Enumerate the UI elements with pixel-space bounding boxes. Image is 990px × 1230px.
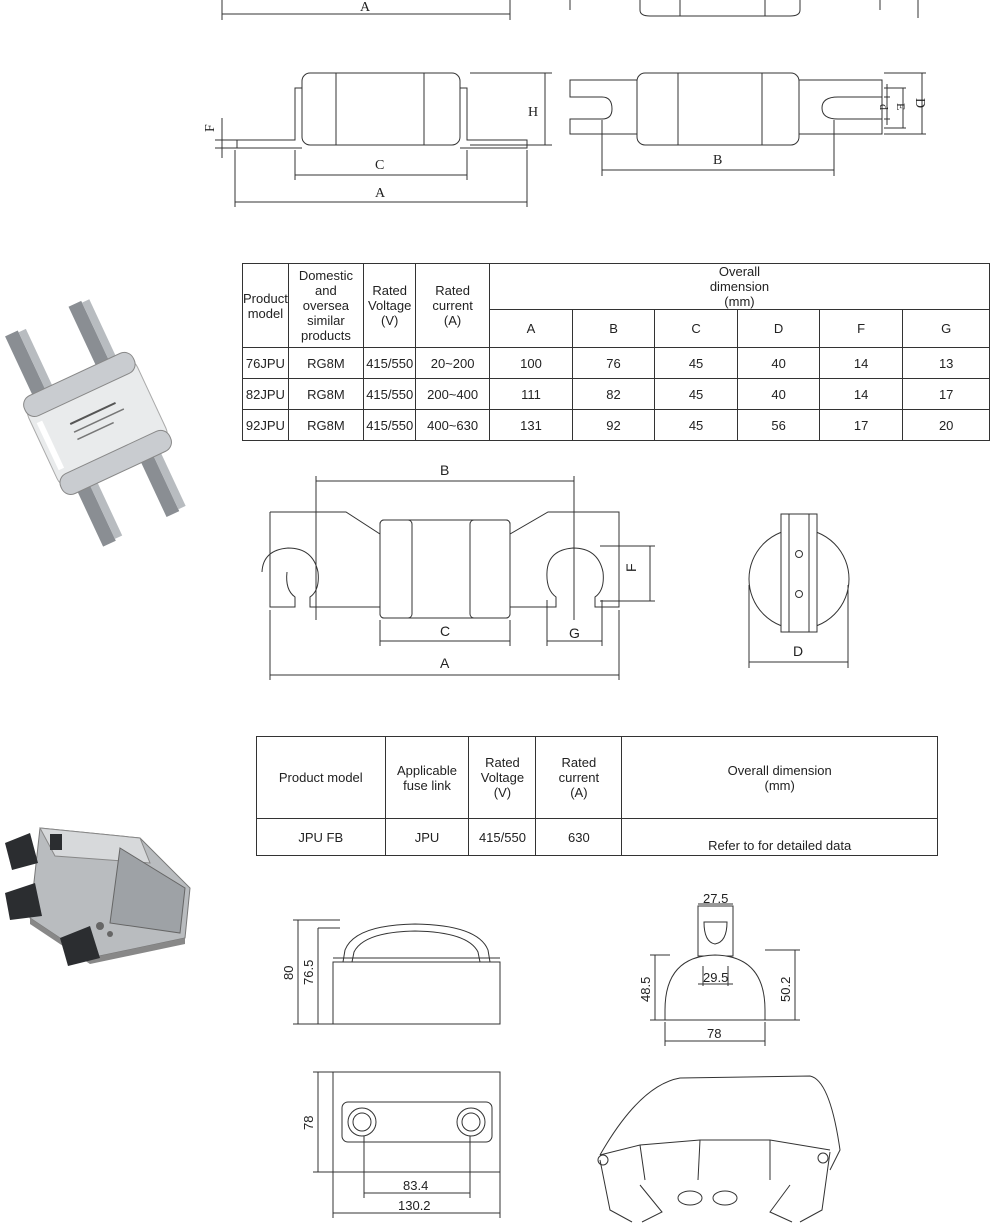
dim-label-d: D: [912, 98, 927, 109]
cell-current: 20~200: [416, 348, 489, 379]
dim-label-50-2: 50.2: [778, 976, 793, 1002]
dim-label-a: A: [375, 186, 386, 201]
cell-similar: RG8M: [288, 410, 363, 441]
cell-voltage: 415/550: [364, 379, 416, 410]
cell-voltage: 415/550: [364, 410, 416, 441]
cell-dim: 45: [654, 379, 737, 410]
dim-label-78-top: 78: [301, 1115, 316, 1130]
cell-dim: 82: [573, 379, 655, 410]
table-row: [243, 348, 990, 379]
dim-label-83-4: 83.4: [403, 1178, 429, 1193]
dim-label-h: H: [528, 105, 539, 120]
cell-dim: 14: [819, 379, 902, 410]
dim-label-29-5: 29.5: [703, 970, 729, 985]
cell-note: Refer to for detailed data: [622, 819, 938, 856]
table-row: [243, 410, 990, 441]
dim-col-c: C: [654, 310, 737, 348]
dim-label-c: C: [440, 623, 451, 639]
cell-current: 630: [536, 819, 622, 856]
dim-label-76-5: 76.5: [301, 959, 316, 985]
cell-model: 82JPU: [243, 379, 289, 410]
table-row: [243, 379, 990, 410]
cell-current: 400~630: [416, 410, 489, 441]
dim-label-27-5: 27.5: [703, 891, 729, 906]
cell-similar: RG8M: [288, 348, 363, 379]
dim-label-b: B: [440, 462, 450, 478]
dim-label-a-top: A: [360, 0, 371, 15]
dim-label-d-small: d: [877, 104, 891, 110]
header-overall-dimension: Overall dimension (mm): [489, 264, 989, 310]
dim-col-a: A: [489, 310, 572, 348]
fuse-link-photo: [0, 298, 195, 538]
cell-dim: 56: [738, 410, 820, 441]
cell-dim: 14: [819, 348, 902, 379]
cell-dim: 40: [738, 379, 820, 410]
cell-dim: 111: [489, 379, 572, 410]
cell-similar: RG8M: [288, 379, 363, 410]
dim-label-80: 80: [281, 965, 296, 980]
dim-label-c: C: [375, 158, 385, 173]
dim-col-d: D: [738, 310, 820, 348]
fuse-base-spec-table: [256, 736, 938, 856]
cell-current: 200~400: [416, 379, 489, 410]
dim-label-d: D: [793, 643, 804, 659]
cell-dim: 45: [654, 410, 737, 441]
cell-dim: 76: [573, 348, 655, 379]
header-product-model: Product model: [243, 264, 289, 348]
cell-model: 92JPU: [243, 410, 289, 441]
cell-fuse: JPU: [385, 819, 469, 856]
header-rated-voltage: Rated Voltage (V): [469, 737, 536, 819]
cell-voltage: 415/550: [469, 819, 536, 856]
header-rated-current: Rated current (A): [416, 264, 489, 348]
cell-dim: 100: [489, 348, 572, 379]
fuse-link-spec-table: [242, 263, 990, 441]
table-row: [257, 819, 938, 856]
dim-label-f: F: [623, 563, 639, 572]
cell-dim: 20: [903, 410, 990, 441]
cell-voltage: 415/550: [364, 348, 416, 379]
dim-label-a: A: [440, 655, 450, 671]
dim-label-f: F: [203, 124, 218, 132]
dim-label-48-5: 48.5: [638, 976, 653, 1002]
dim-label-130-2: 130.2: [398, 1198, 431, 1213]
dim-label-g: G: [569, 625, 580, 641]
cell-model: 76JPU: [243, 348, 289, 379]
cell-dim: 17: [903, 379, 990, 410]
fuse-dimension-drawing-top: [190, 0, 940, 215]
header-rated-current: Rated current (A): [536, 737, 622, 819]
cell-dim: 13: [903, 348, 990, 379]
dim-label-78-side: 78: [707, 1026, 722, 1041]
dim-label-e: E: [894, 103, 908, 111]
fuse-base-photo: [0, 808, 195, 968]
header-rated-voltage: Rated Voltage (V): [364, 264, 416, 348]
fuse-base-dimension-drawing: [275, 880, 855, 1225]
header-overall-dimension: Overall dimension (mm): [622, 737, 938, 819]
dim-col-g: G: [903, 310, 990, 348]
dim-col-b: B: [573, 310, 655, 348]
header-applicable-fuse-link: Applicable fuse link: [385, 737, 469, 819]
fuse-dimension-drawing-middle: [260, 455, 880, 690]
cell-dim: 17: [819, 410, 902, 441]
dim-label-b: B: [713, 153, 723, 168]
cell-dim: 45: [654, 348, 737, 379]
cell-dim: 40: [738, 348, 820, 379]
cell-dim: 131: [489, 410, 572, 441]
cell-dim: 92: [573, 410, 655, 441]
header-product-model: Product model: [257, 737, 386, 819]
header-similar-products: Domestic and oversea similar products: [288, 264, 363, 348]
dim-col-f: F: [819, 310, 902, 348]
cell-model: JPU FB: [257, 819, 386, 856]
